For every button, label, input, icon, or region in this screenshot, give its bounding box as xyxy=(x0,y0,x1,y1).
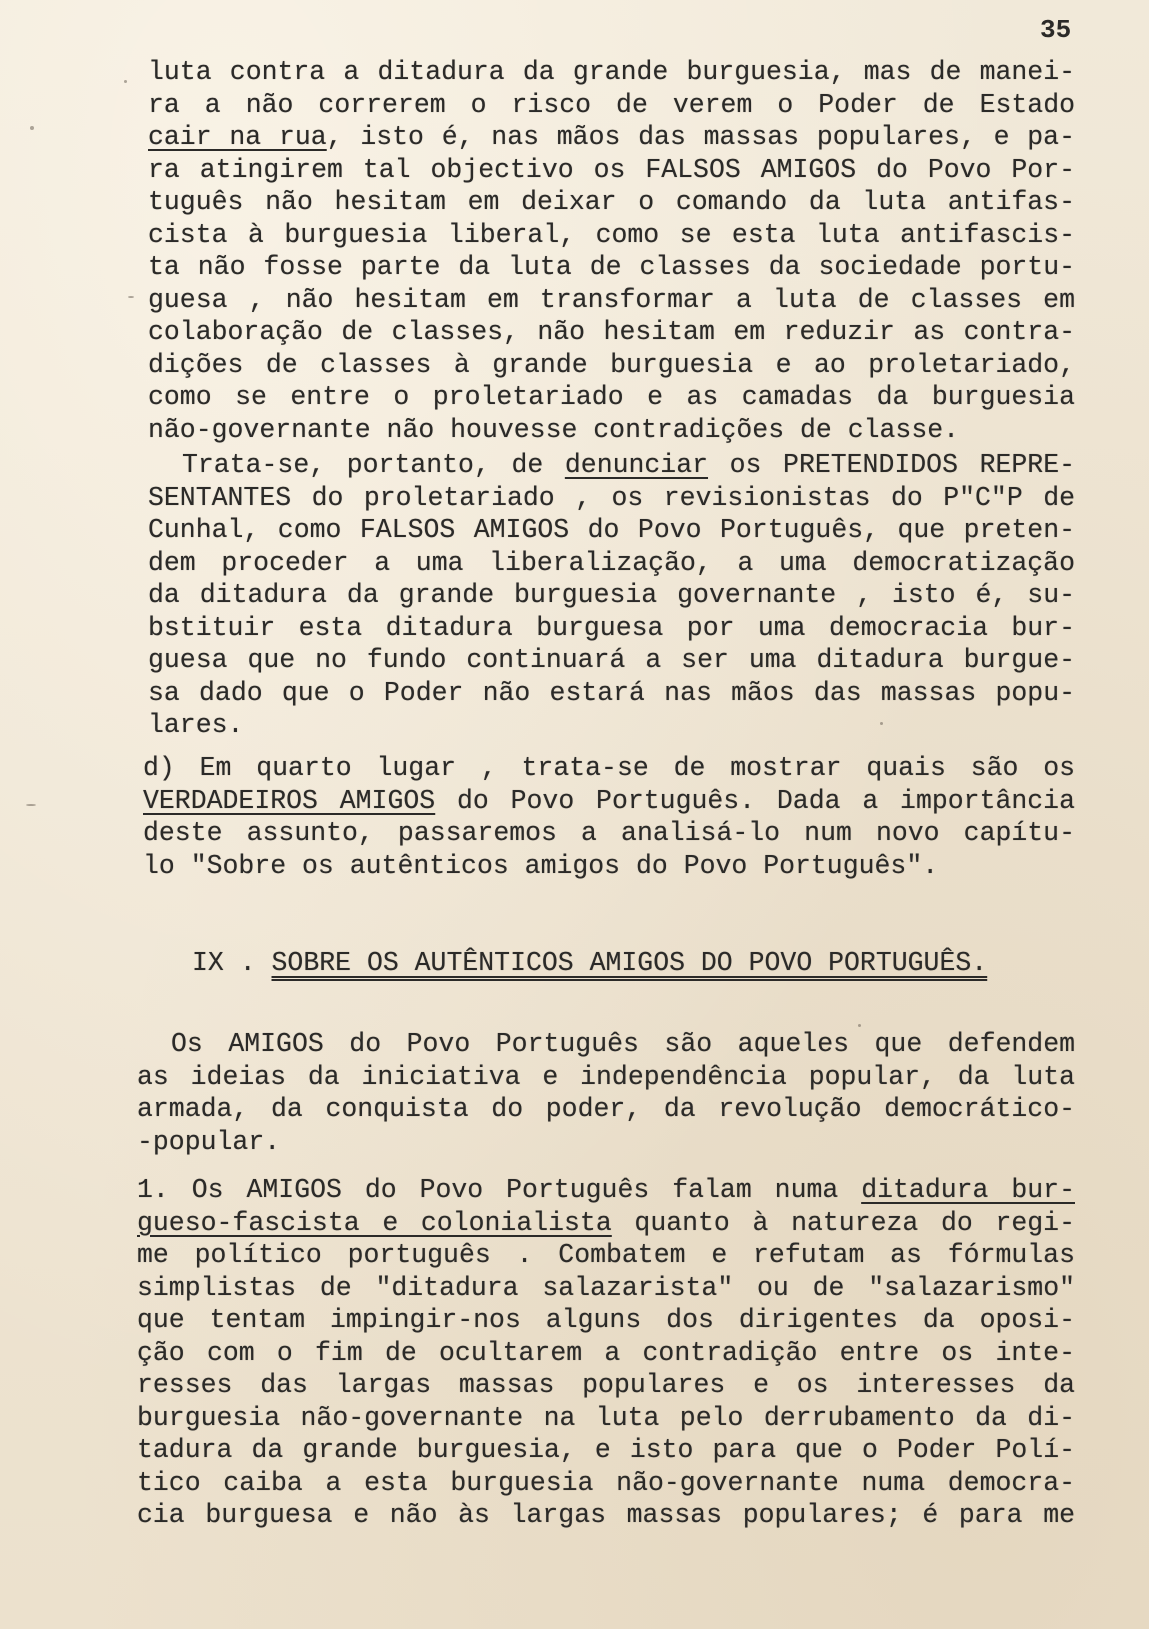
page-number: 35 xyxy=(1040,15,1072,45)
paper-speck xyxy=(124,80,127,83)
paper-speck xyxy=(858,1024,861,1027)
paragraph-section-intro xyxy=(137,1028,1075,1158)
paper-speck xyxy=(880,722,883,725)
text-line: tuguês não hesitam em deixar o comando da luta antifas- xyxy=(148,187,1075,217)
text-line xyxy=(137,1174,1075,1207)
text-line: ta não fosse parte da luta de classes da sociedade portu- xyxy=(148,252,1075,282)
text-line: guesa , não hesitam em transformar a luta de classes em xyxy=(148,284,1075,315)
underlined-text: denunciar xyxy=(564,450,709,480)
underlined-text: ditadura bur- xyxy=(861,1175,1075,1205)
text-segment: os PRETENDIDOS REPRE- xyxy=(708,450,1075,480)
text-line: que tentam impingir-nos alguns dos dirigentes da oposi- xyxy=(137,1305,1075,1335)
text-line: não-governante não houvesse contradições de classe. xyxy=(148,414,960,445)
text-line: guesa que no fundo continuará a ser uma ditadura burgue- xyxy=(148,645,1075,675)
text-line: sa dado que o Poder não estará nas mãos das massas popu- xyxy=(148,677,1075,708)
text-line: dições de classes à grande burguesia e ao proletariado, xyxy=(148,349,1075,380)
text-line: ra atingirem tal objectivo os FALSOS AMIGOS do Povo Por- xyxy=(148,154,1075,185)
text-line: como se entre o proletariado e as camadas da burguesia xyxy=(148,382,1075,412)
text-line: deste assunto, passaremos a analisá-lo num novo capítu- xyxy=(143,818,1075,848)
paper-speck xyxy=(30,126,34,130)
underlined-text: cair na rua xyxy=(148,122,327,152)
text-line: da ditadura da grande burguesia governante , isto é, su- xyxy=(148,580,1075,610)
text-line: colaboração de classes, não hesitam em reduzir as contra- xyxy=(148,317,1075,347)
text-line xyxy=(148,121,1075,154)
text-line xyxy=(148,449,1075,482)
text-segment: Trata-se, portanto, de xyxy=(182,450,565,480)
text-line: cia burguesa e não às largas massas populares; é para me xyxy=(137,1500,1075,1530)
text-line: lo "Sobre os autênticos amigos do Povo Português". xyxy=(143,850,939,881)
text-line: Cunhal, como FALSOS AMIGOS do Povo Português, que preten- xyxy=(148,515,1075,545)
paragraph-point-1 xyxy=(137,1174,1075,1532)
text-line: ção com o fim de ocultarem a contradição entre os inte- xyxy=(137,1337,1075,1368)
text-line: bstituir esta ditadura burguesa por uma democracia bur- xyxy=(148,612,1075,643)
text-line: luta contra a ditadura da grande burguesia, mas de manei- xyxy=(148,57,1075,87)
paper-speck xyxy=(128,296,134,298)
text-line: ra a não correrem o risco de verem o Poder de Estado xyxy=(148,89,1075,120)
text-line xyxy=(137,1207,1075,1240)
text-line: tico caiba a esta burguesia não-governante numa democra- xyxy=(137,1467,1075,1498)
text-line: as ideias da iniciativa e independência popular, da luta xyxy=(137,1061,1075,1092)
text-segment: do Povo Português. Dada a importância xyxy=(435,785,1075,816)
paragraph-continuation xyxy=(148,56,1075,446)
text-line: resses das largas massas populares e os interesses da xyxy=(137,1370,1075,1400)
text-line: Os AMIGOS do Povo Português são aqueles que defendem xyxy=(171,1029,1075,1059)
text-line: simplistas de "ditadura salazarista" ou de "salazarismo" xyxy=(137,1272,1075,1303)
paragraph-item-d xyxy=(143,752,1075,882)
text-line: SENTANTES do proletariado , os revisionistas do P"C"P de xyxy=(148,482,1075,513)
text-line: me político português . Combatem e refutam as fórmulas xyxy=(137,1240,1075,1270)
underlined-text: gueso-fascista e colonialista xyxy=(137,1207,612,1238)
text-line: armada, da conquista do poder, da revolução democrático- xyxy=(137,1094,1075,1124)
text-line: lares. xyxy=(148,710,244,740)
section-title: SOBRE OS AUTÊNTICOS AMIGOS DO POVO PORTUGUÊS. xyxy=(271,948,988,978)
text-line: burguesia não-governante na luta pelo derrubamento da di- xyxy=(137,1402,1075,1433)
text-line: d) Em quarto lugar , trata-se de mostrar quais são os xyxy=(143,753,1075,783)
paper-speck xyxy=(26,804,36,806)
paragraph-denunciation xyxy=(148,449,1075,742)
text-segment: , isto é, nas mãos das massas populares, e pa- xyxy=(326,122,1075,152)
underlined-text: VERDADEIROS AMIGOS xyxy=(143,785,436,816)
text-segment: quanto à natureza do regi- xyxy=(611,1207,1075,1238)
text-line: dem proceder a uma liberalização, a uma democratização xyxy=(148,547,1075,578)
text-segment: 1. Os AMIGOS do Povo Português falam numa xyxy=(137,1175,862,1205)
text-line xyxy=(143,785,1075,818)
section-heading xyxy=(192,947,987,980)
section-number: IX . xyxy=(192,948,256,978)
text-line: tadura da grande burguesia, e isto para que o Poder Polí- xyxy=(137,1435,1075,1465)
text-line: cista à burguesia liberal, como se esta luta antifascis- xyxy=(148,219,1075,250)
text-line: -popular. xyxy=(137,1126,281,1157)
